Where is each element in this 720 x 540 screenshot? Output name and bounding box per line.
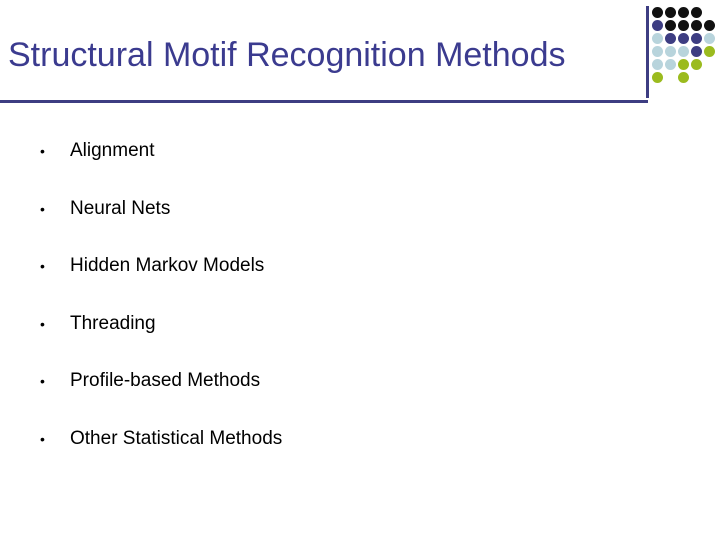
bullet-text: Neural Nets	[70, 197, 171, 219]
bullet-list	[40, 138, 282, 484]
decor-dot	[691, 20, 702, 31]
decor-dot	[704, 20, 715, 31]
bullet-item	[40, 138, 282, 196]
decor-dot	[652, 46, 663, 57]
decor-dot	[691, 33, 702, 44]
bullet-marker: •	[40, 200, 45, 217]
decor-dot	[678, 7, 689, 18]
dot-grid-decoration	[0, 0, 720, 110]
bullet-text: Alignment	[70, 140, 155, 161]
bullet-text: Other Statistical Methods	[70, 427, 283, 449]
decor-dot	[691, 46, 702, 57]
decor-dot	[704, 33, 715, 44]
decor-dot	[665, 59, 676, 70]
decor-dot	[665, 46, 676, 57]
bullet-marker: •	[40, 258, 45, 275]
slide-title: Structural Motif Recognition Methods	[8, 36, 566, 74]
bullet-text: Threading	[70, 312, 156, 334]
bullet-text: Profile-based Methods	[70, 370, 261, 392]
bullet-marker: •	[40, 143, 45, 159]
bullet-marker: •	[40, 430, 45, 447]
decor-dot	[691, 59, 702, 70]
decor-dot	[665, 20, 676, 31]
decor-dot	[652, 7, 663, 18]
bullet-marker: •	[40, 315, 45, 332]
decor-dot	[678, 59, 689, 70]
decor-dot	[665, 33, 676, 44]
decor-dot	[652, 33, 663, 44]
decor-dot	[691, 7, 702, 18]
decor-dot	[678, 33, 689, 44]
bullet-item	[40, 368, 282, 426]
decor-dot	[678, 20, 689, 31]
bullet-marker: •	[40, 373, 45, 390]
decor-dot	[665, 7, 676, 18]
bullet-item	[40, 426, 282, 484]
decor-dot	[652, 72, 663, 83]
decor-dot	[678, 72, 689, 83]
bullet-item	[40, 196, 282, 254]
bullet-text: Hidden Markov Models	[70, 255, 265, 277]
decor-dot	[652, 59, 663, 70]
bullet-item	[40, 253, 282, 311]
decor-dot	[678, 46, 689, 57]
decor-dot	[652, 20, 663, 31]
decor-dot	[704, 46, 715, 57]
bullet-item	[40, 311, 282, 369]
